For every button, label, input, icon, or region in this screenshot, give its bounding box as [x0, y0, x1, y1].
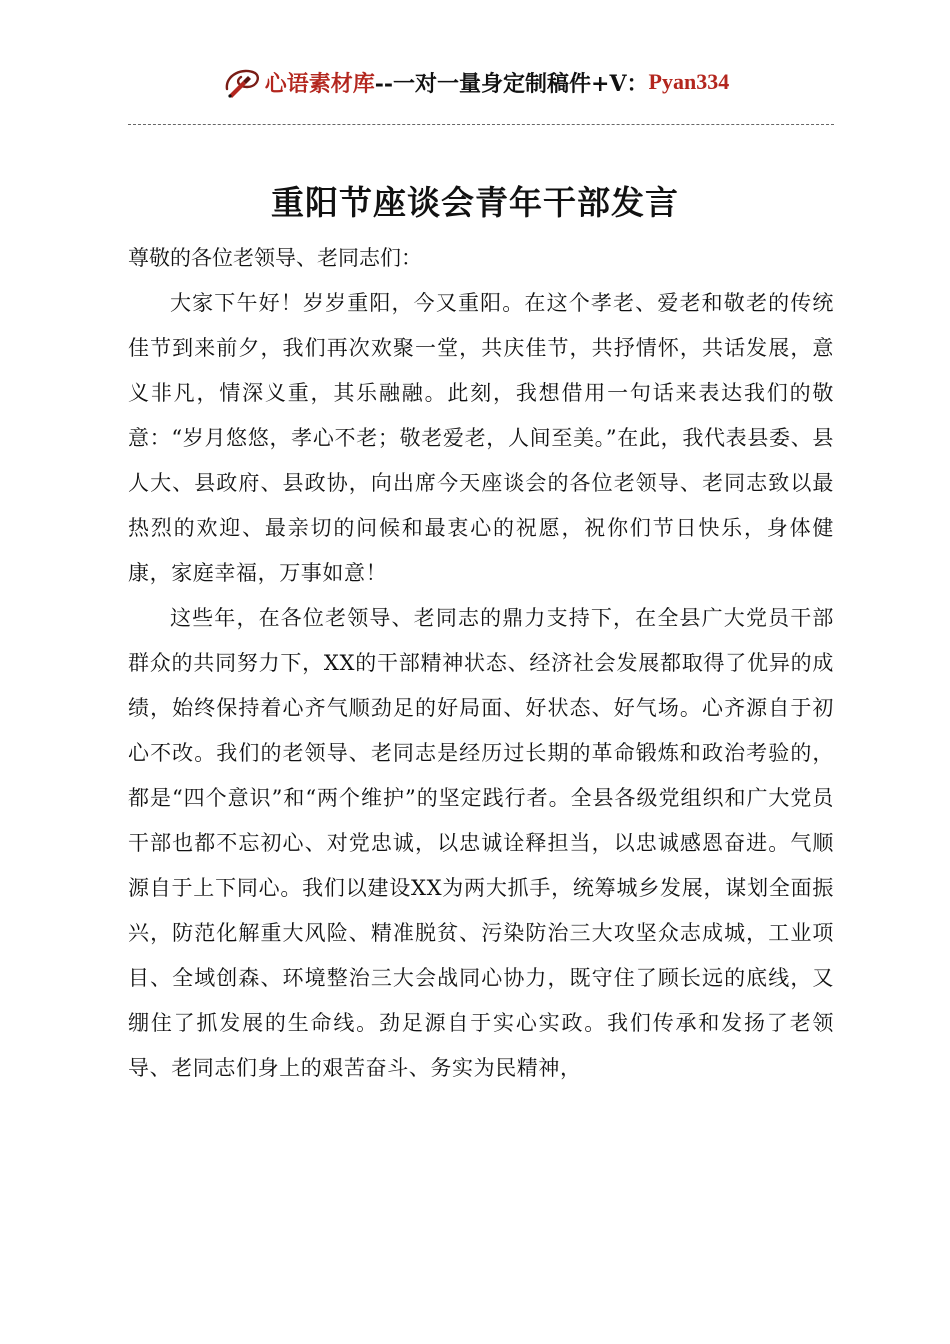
document-body: [128, 236, 834, 1091]
brand-name: 心语素材库: [264, 70, 375, 97]
pen-swirl-logo-icon: [221, 61, 263, 103]
paragraph: 大家下午好！岁岁重阳，今又重阳。在这个孝老、爱老和敬老的传统佳节到来前夕，我们再次欢聚一堂，共庆佳节，共抒情怀，共话发展，意义非凡，情深义重，其乐融融。此刻，我想借用一句话来表达我们的敬意：“岁月悠悠，孝心不老；敬老爱老，人间至美。”在此，我代表县委、县人大、县政府、县政协，向出席今天座谈会的各位老领导、老同志致以最热烈的欢迎、最亲切的问候和最衷心的祝愿，祝你们节日快乐，身体健康，家庭幸福，万事如意！: [128, 291, 834, 585]
salutation: 尊敬的各位老领导、老同志们：: [128, 246, 422, 270]
header-slogan: --一对一量身定制稿件+V：: [374, 70, 649, 97]
paragraph: 这些年，在各位老领导、老同志的鼎力支持下，在全县广大党员干部群众的共同努力下，XX的干部精神状态、经济社会发展都取得了优异的成绩，始终保持着心齐气顺劲足的好局面、好状态、好气场。心齐源自于初心不改。我们的老领导、老同志是经历过长期的革命锻炼和政治考验的，都是“四个意识”和“两个维护”的坚定践行者。全县各级党组织和广大党员干部也都不忘初心、对党忠诚，以忠诚诠释担当，以忠诚感恩奋进。气顺源自于上下同心。我们以建设XX为两大抓手，统筹城乡发展，谋划全面振兴，防范化解重大风险、精准脱贫、污染防治三大攻坚众志成城，工业项目、全域创森、环境整治三大会战同心协力，既守住了顾长远的底线，又绷住了抓发展的生命线。劲足源自于实心实政。我们传承和发扬了老领导、老同志们身上的艰苦奋斗、务实为民精神，: [128, 606, 834, 1080]
document-title: 重阳节座谈会青年干部发言: [271, 183, 679, 222]
header-contact: Pyan334: [648, 69, 730, 94]
page-header: [0, 60, 950, 104]
header-divider: [128, 124, 834, 125]
